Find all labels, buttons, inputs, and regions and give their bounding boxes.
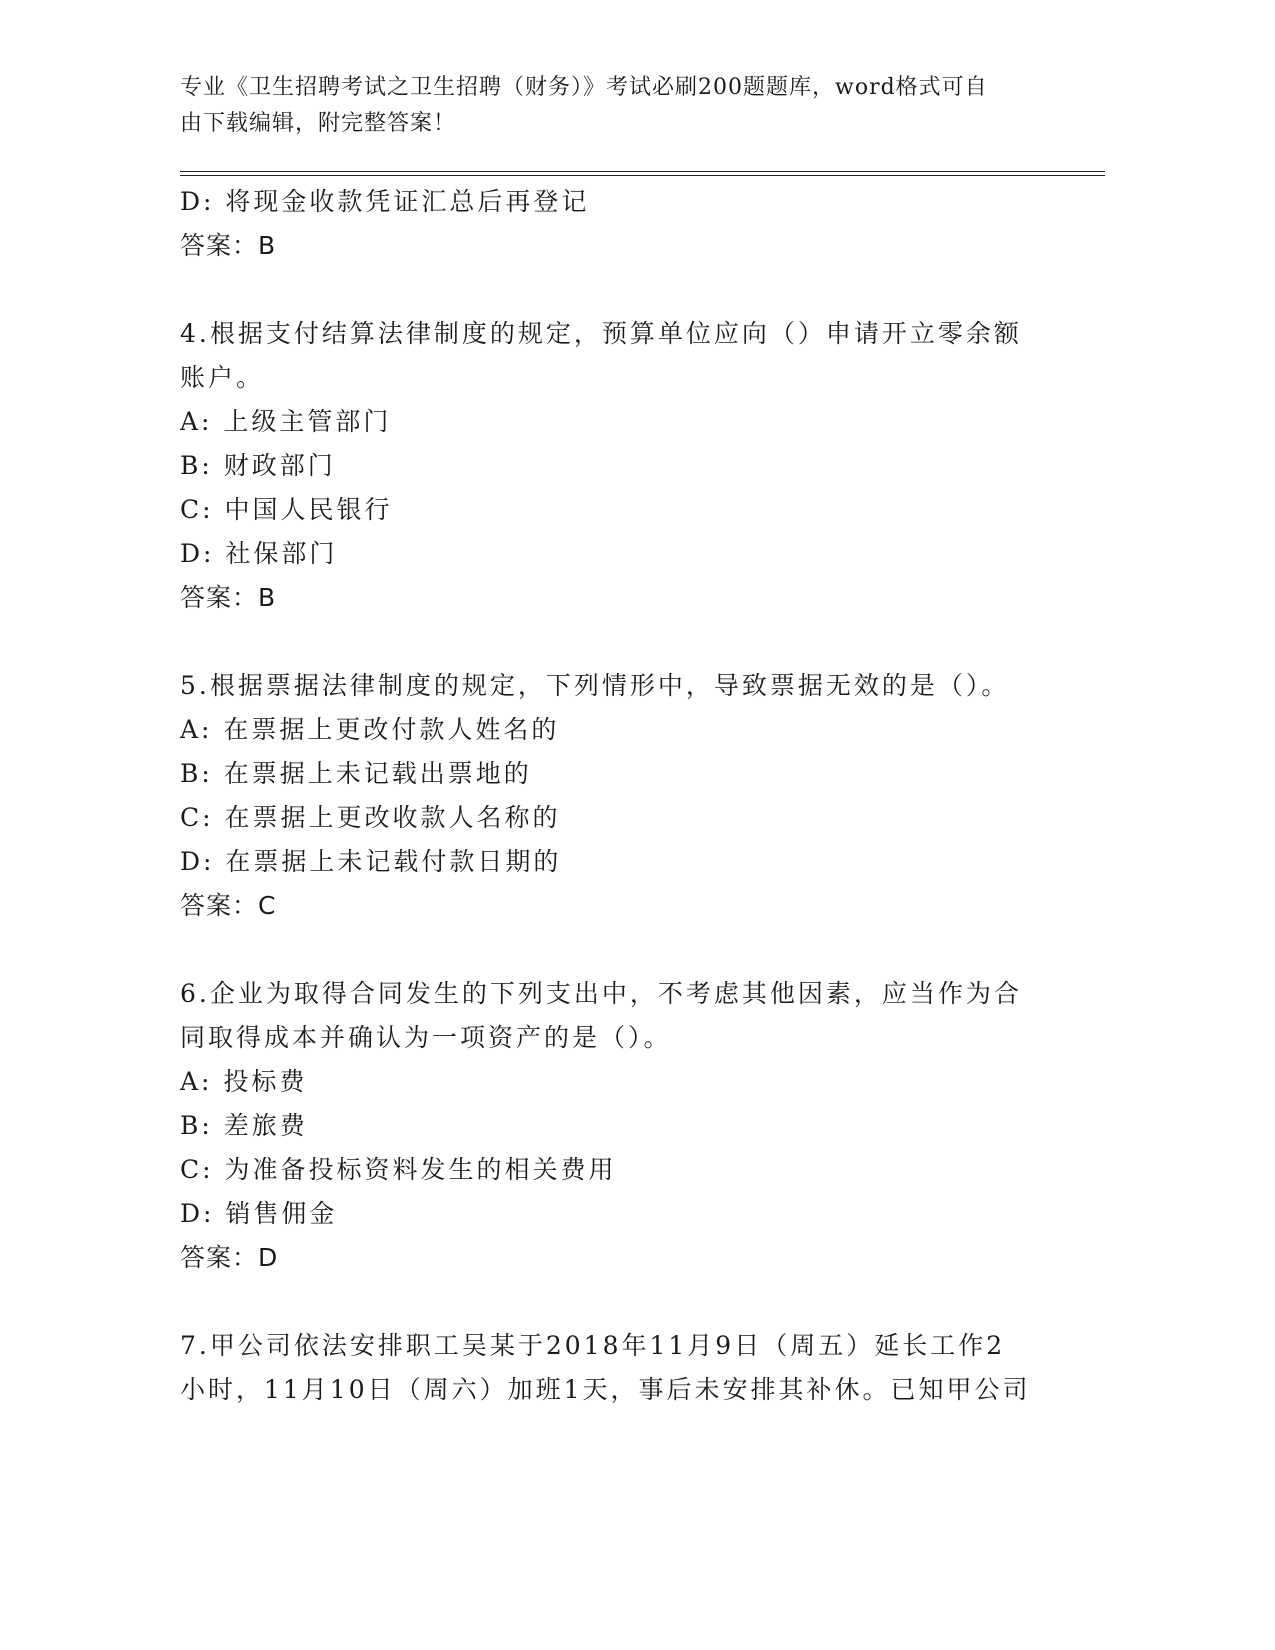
spacer [180,268,1060,312]
q6-answer: 答案：D [180,1243,279,1272]
q6-option-a: A: 投标费 [180,1067,308,1096]
header-rule-bottom [180,175,1105,176]
q6-stem-line-2: 同取得成本并确认为一项资产的是（）。 [180,1023,672,1052]
q5-option-d: D: 在票据上未记载付款日期的 [180,847,562,876]
q4-stem-line-1: 4.根据支付结算法律制度的规定，预算单位应向（）申请开立零余额 [180,319,1022,348]
q4-stem-line-2: 账户。 [180,363,265,392]
q4-option-d: D: 社保部门 [180,539,338,568]
document-header [180,70,1040,142]
q6-option-b: B: 差旅费 [180,1111,308,1140]
q4-answer: 答案：B [180,583,277,612]
header-rule-top [180,171,1105,172]
q5-option-c: C: 在票据上更改收款人名称的 [180,803,561,832]
q5-stem-line-1: 5.根据票据法律制度的规定，下列情形中，导致票据无效的是（）。 [180,671,1010,700]
q5-option-a: A: 在票据上更改付款人姓名的 [180,715,560,744]
document-body [180,180,1060,1412]
q4-option-c: C: 中国人民银行 [180,495,393,524]
q5-option-b: B: 在票据上未记载出票地的 [180,759,532,788]
header-line-1: 专业《卫生招聘考试之卫生招聘（财务）》考试必刷200题题库，word格式可自 [180,75,988,100]
q5-answer: 答案：C [180,891,277,920]
q4-option-b: B: 财政部门 [180,451,336,480]
spacer [180,620,1060,664]
q6-option-c: C: 为准备投标资料发生的相关费用 [180,1155,617,1184]
q7-stem-line-1: 7.甲公司依法安排职工吴某于2018年11月9日（周五）延长工作2 [180,1331,1006,1360]
q4-option-a: A: 上级主管部门 [180,407,392,436]
q3-answer: 答案：B [180,231,277,260]
spacer [180,928,1060,972]
q6-option-d: D: 销售佣金 [180,1199,338,1228]
q6-stem-line-1: 6.企业为取得合同发生的下列支出中，不考虑其他因素，应当作为合 [180,979,1022,1008]
q3-option-d: D: 将现金收款凭证汇总后再登记 [180,187,590,216]
spacer [180,1280,1060,1324]
header-line-2: 由下载编辑，附完整答案！ [180,111,457,136]
q7-stem-line-2: 小时，11月10日（周六）加班1天，事后未安排其补休。已知甲公司 [180,1375,1031,1404]
